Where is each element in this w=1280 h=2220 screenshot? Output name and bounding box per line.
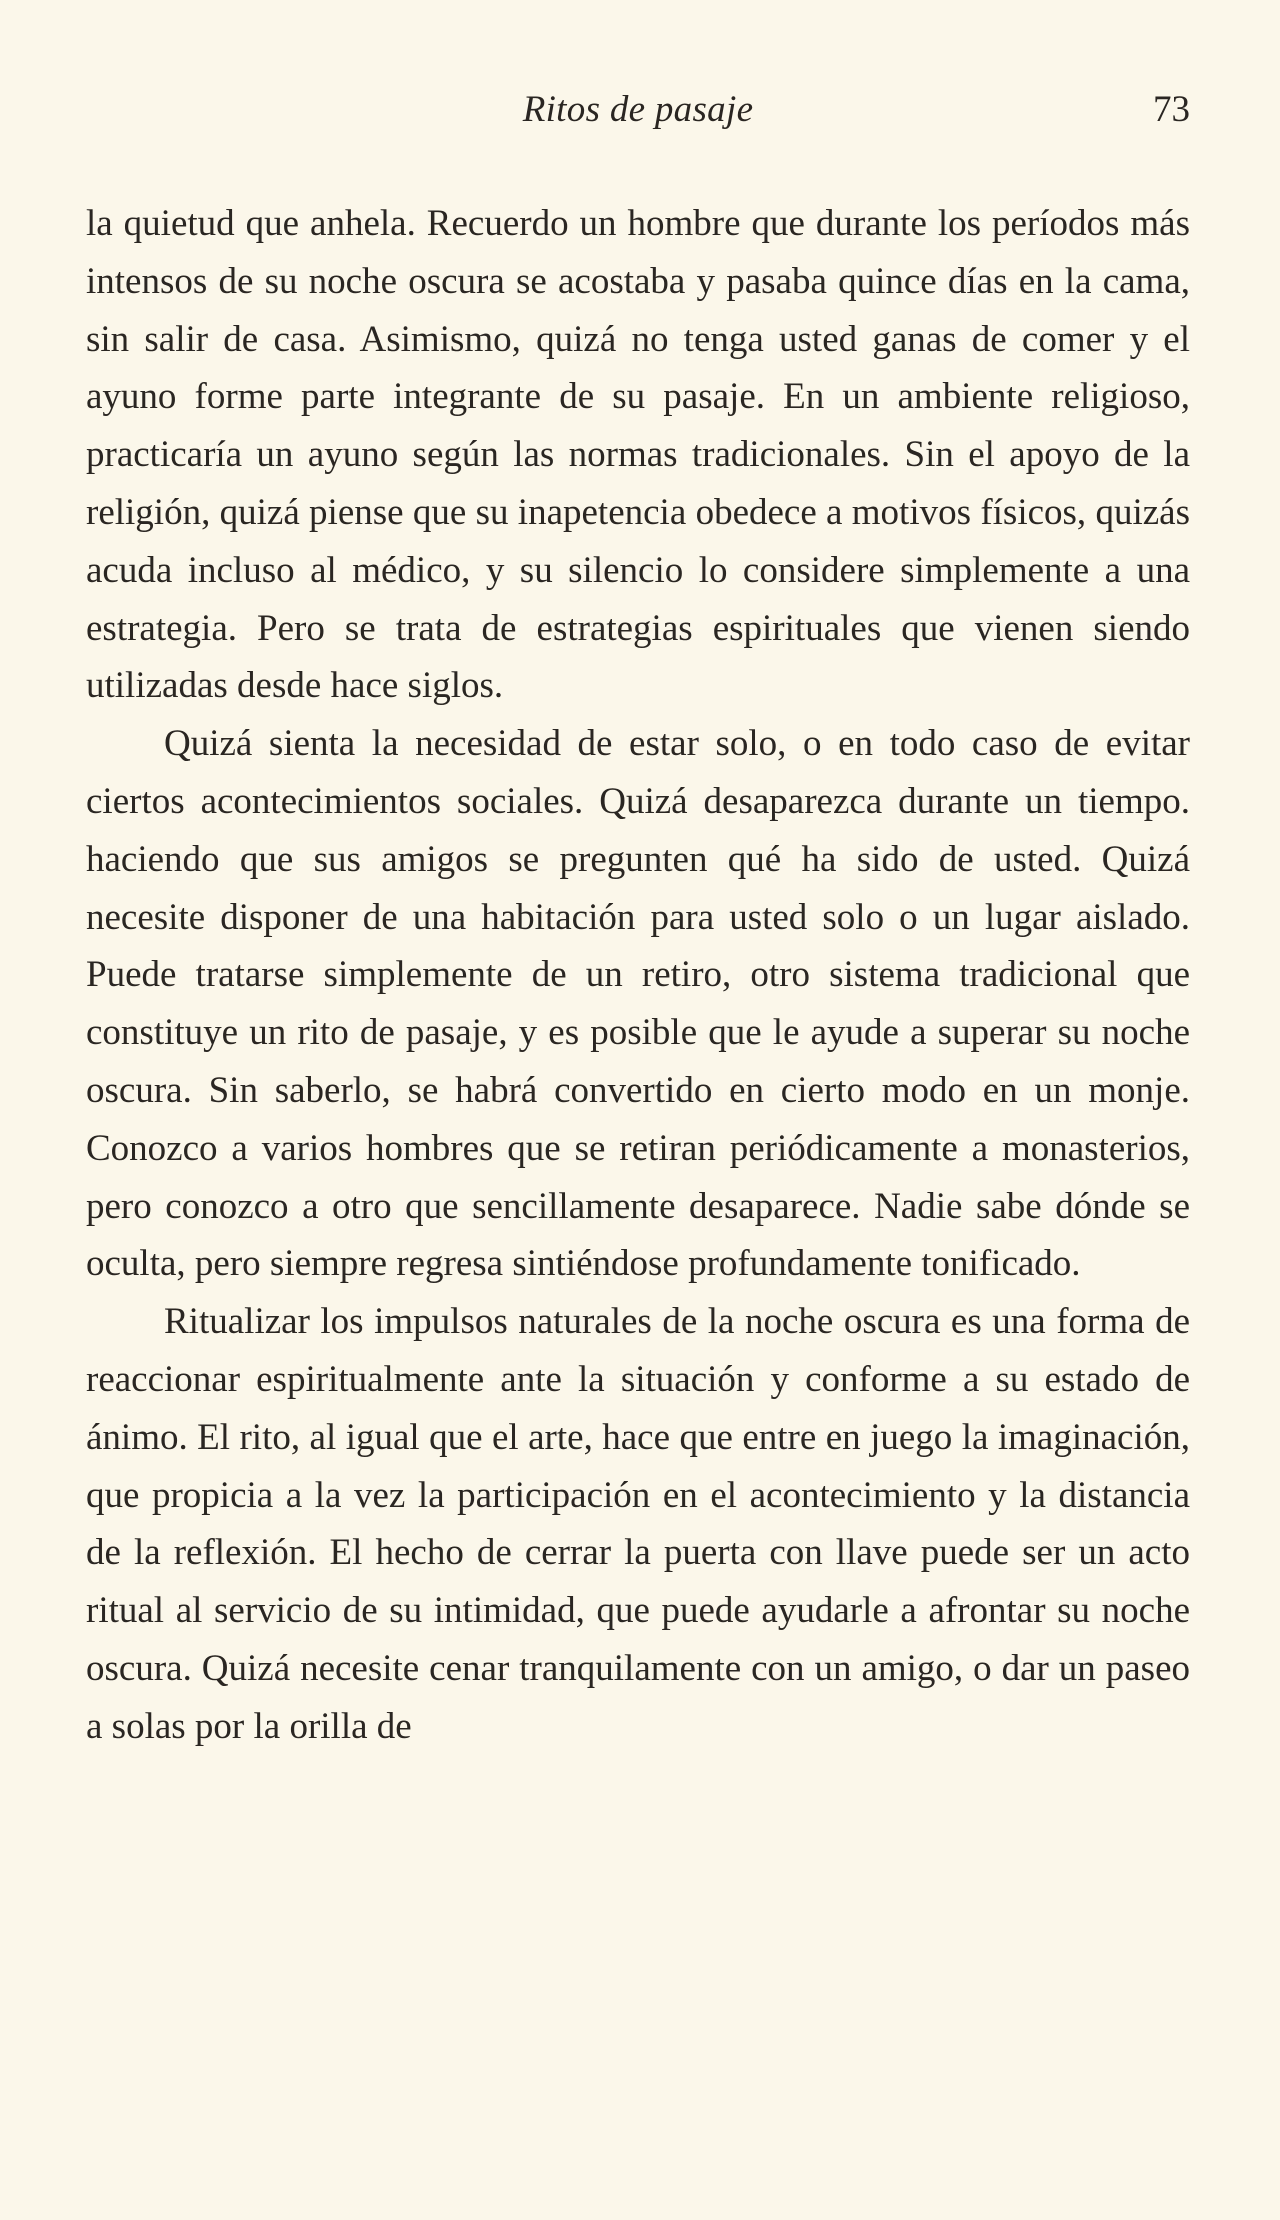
page-number: 73	[1153, 89, 1190, 130]
paragraph-3: Ritualizar los impulsos naturales de la noche oscura es una forma de reaccionar espiritualmente ante la situación y conforme a su estado de ánimo. El rito, al igual que el arte, hace que entre en juego la imaginación, que propicia a la vez la participación en el acontecimiento y la distancia de la reflexión. El hecho de cerrar la puerta con llave puede ser un acto ritual al servicio de su intimidad, que puede ayudarle a afrontar su noche oscura. Quizá necesite cenar tranquilamente con un amigo, o dar un paseo a solas por la orilla de	[86, 1301, 1190, 1747]
running-head	[86, 80, 1190, 140]
body-text	[86, 195, 1190, 1756]
paragraph-1: la quietud que anhela. Recuerdo un hombre que durante los períodos más intensos de su noche oscura se acostaba y pasaba quince días en la cama, sin salir de casa. Asimismo, quizá no tenga usted ganas de comer y el ayuno forme parte integrante de su pasaje. En un ambiente religioso, practicaría un ayuno según las normas tradicionales. Sin el apoyo de la religión, quizá piense que su inapetencia obedece a motivos físicos, quizás acuda incluso al médico, y su silencio lo considere simplemente a una estrategia. Pero se trata de estrategias espirituales que vienen siendo utilizadas desde hace siglos.	[86, 203, 1190, 707]
paragraph-2: Quizá sienta la necesidad de estar solo, o en todo caso de evitar ciertos acontecimientos sociales. Quizá desaparezca durante un tiempo. haciendo que sus amigos se pregunten qué ha sido de usted. Quizá necesite disponer de una habitación para usted solo o un lugar aislado. Puede tratarse simplemente de un retiro, otro sistema tradicional que constituye un rito de pasaje, y es posible que le ayude a superar su noche oscura. Sin saberlo, se habrá convertido en cierto modo en un monje. Conozco a varios hombres que se retiran periódicamente a monasterios, pero conozco a otro que sencillamente desaparece. Nadie sabe dónde se oculta, pero siempre regresa sintiéndose profundamente tonificado.	[86, 723, 1190, 1285]
running-title: Ritos de pasaje	[522, 89, 754, 130]
